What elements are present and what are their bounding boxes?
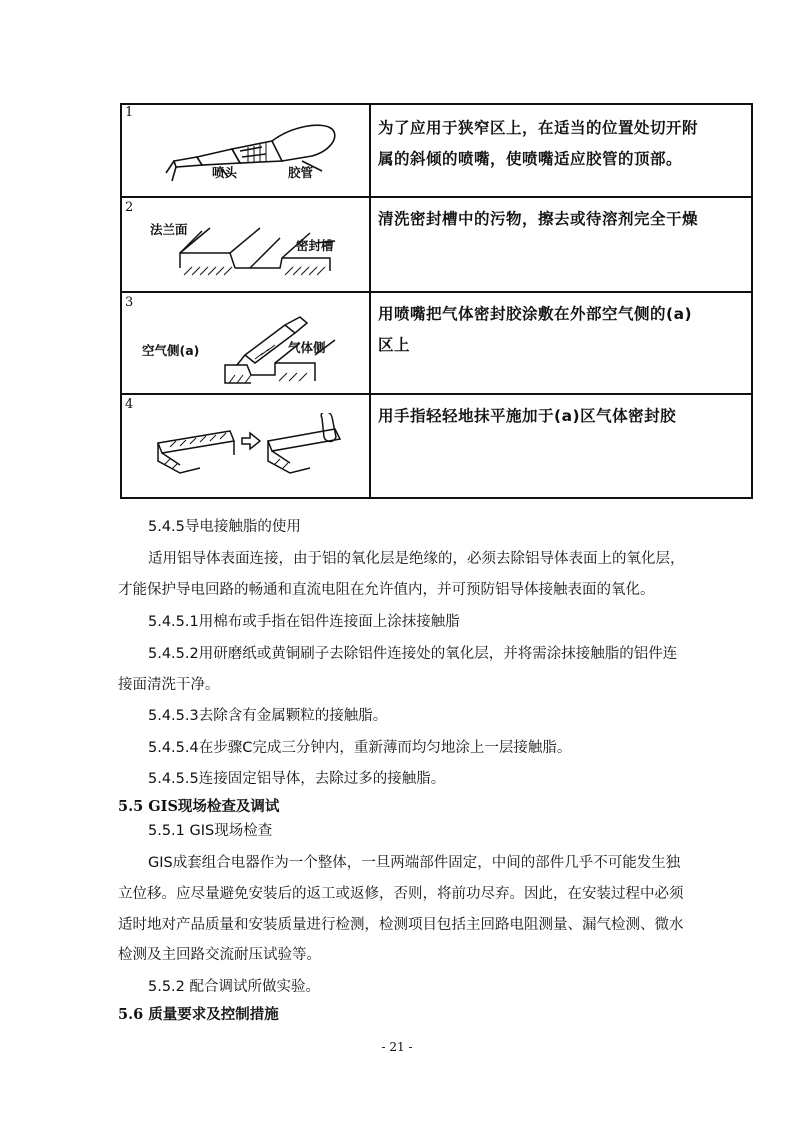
finger-smoothing-illustration: [150, 413, 365, 488]
table-row: [120, 395, 753, 497]
body-paragraph: 才能保护导电回路的畅通和直流电阻在允许值内，并可预防铝导体接触表面的氧化。: [118, 582, 655, 598]
page-number: - 21 -: [381, 1040, 413, 1054]
section-heading-5-5: 5.5 GIS现场检查及调试: [118, 798, 280, 815]
step-number: 2: [125, 200, 134, 215]
body-paragraph: 5.4.5.5连接固定铝导体，去除过多的接触脂。: [148, 771, 446, 787]
sealant-application-illustration: [215, 315, 355, 387]
text-line: 为了应用于狭窄区上，在适当的位置处切开附: [378, 119, 699, 137]
step-number: 3: [125, 295, 134, 310]
figure-label-gas-side: 气体侧: [288, 340, 326, 355]
step-number: 4: [125, 397, 134, 412]
step-number: 1: [125, 105, 134, 120]
body-paragraph: 5.4.5.4在步骤C完成三分钟内，重新薄而均匀地涂上一层接触脂。: [148, 740, 572, 756]
text-line: 清洗密封槽中的污物，擦去或待溶剂完全干燥: [378, 210, 699, 228]
table-row: [120, 103, 753, 196]
step-description: [378, 113, 698, 175]
table-row: [120, 293, 753, 393]
text-line: 属的斜倾的喷嘴，使喷嘴适应胶管的顶部。: [378, 150, 683, 168]
section-heading-5-6: 5.6 质量要求及控制措施: [118, 1006, 279, 1023]
step-description: [378, 204, 698, 235]
subsection-heading-5-5-2: 5.5.2 配合调试所做实验。: [148, 979, 321, 995]
body-paragraph: 适时地对产品质量和安装质量进行检测，检测项目包括主回路电阻测量、漏气检测、微水: [118, 917, 684, 933]
body-paragraph: 适用铝导体表面连接，由于铝的氧化层是绝缘的，必须去除铝导体表面上的氧化层，: [148, 551, 685, 567]
step-description: [378, 401, 676, 432]
body-paragraph: 检测及主回路交流耐压试验等。: [118, 947, 321, 963]
nozzle-hose-illustration: [162, 111, 362, 191]
body-paragraph: 5.4.5.1用棉布或手指在铝件连接面上涂抹接触脂: [148, 614, 460, 630]
subsection-heading-5-5-1: 5.5.1 GIS现场检查: [148, 823, 273, 839]
figure-label-nozzle: 喷头: [212, 165, 238, 180]
figure-label-hose: 胶管: [288, 165, 314, 180]
text-line: 用手指轻轻地抹平施加于(a)区气体密封胶: [378, 407, 677, 425]
body-paragraph: 立位移。应尽量避免安装后的返工或返修，否则，将前功尽弃。因此，在安装过程中必须: [118, 886, 684, 902]
step-description: [378, 299, 692, 361]
procedure-table: [120, 103, 753, 499]
figure-label-air-side: 空气侧(a): [142, 343, 200, 358]
figure-label-seal-groove: 密封槽: [296, 238, 334, 253]
body-paragraph: 5.4.5.2用研磨纸或黄铜刷子去除铝件连接处的氧化层，并将需涂抹接触脂的铝件连: [148, 646, 678, 662]
figure-label-flange-face: 法兰面: [150, 222, 188, 237]
section-heading-5-4-5: 5.4.5导电接触脂的使用: [148, 519, 301, 535]
text-line: 用喷嘴把气体密封胶涂敷在外部空气侧的(a): [378, 305, 693, 323]
body-paragraph: GIS成套组合电器作为一个整体，一旦两端部件固定，中间的部件几乎不可能发生独: [148, 855, 681, 871]
table-row: [120, 198, 753, 291]
flange-groove-illustration: [170, 223, 350, 278]
text-line: 区上: [378, 336, 411, 354]
body-paragraph: 5.4.5.3去除含有金属颗粒的接触脂。: [148, 708, 388, 724]
table-border-bottom: [120, 497, 753, 499]
body-paragraph: 接面清洗干净。: [118, 677, 220, 693]
